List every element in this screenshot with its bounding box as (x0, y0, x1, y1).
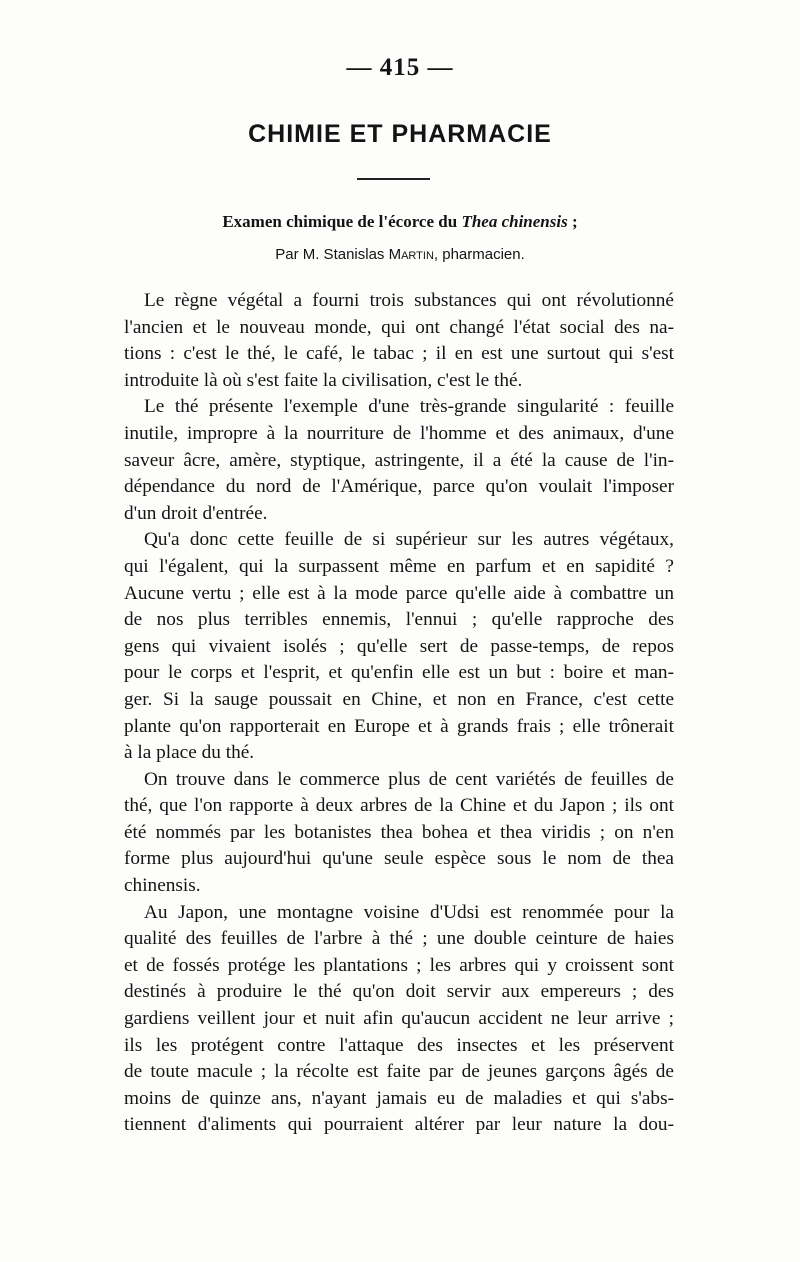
text-line: de nos plus terribles ennemis, l'ennui ; qu'elle rapproche des (124, 609, 674, 631)
text-line: Le thé présente l'exemple d'une très-grande singularité : feuille (144, 396, 674, 418)
text-line: On trouve dans le commerce plus de cent variétés de feuilles de (144, 768, 674, 790)
article-byline (0, 246, 800, 263)
text-line: forme plus aujourd'hui qu'une seule espèce sous le nom de thea (124, 848, 674, 870)
paragraph (124, 527, 674, 766)
heading-rule (357, 178, 430, 180)
text-line: plante qu'on rapporterait en Europe et à grands frais ; elle trônerait (124, 715, 674, 737)
text-line: de toute macule ; la récolte est faite par de jeunes garçons âgés de (124, 1061, 674, 1083)
text-line: ger. Si la sauge poussait en Chine, et non en France, c'est cette (124, 688, 674, 710)
text-line: d'un droit d'entrée. (124, 502, 268, 524)
text-line: dépendance du nord de l'Amérique, parce qu'on voulait l'imposer (124, 476, 674, 498)
text-line: Au Japon, une montagne voisine d'Udsi est renommée pour la (144, 901, 674, 923)
article-title-italic: Thea chinensis (461, 212, 568, 231)
text-line: été nommés par les botanistes thea bohea et thea viridis ; on n'en (124, 821, 674, 843)
text-line: destinés à produire le thé qu'on doit servir aux empereurs ; des (124, 981, 674, 1003)
text-line: gens qui vivaient isolés ; qu'elle sert de passe-temps, de repos (124, 635, 674, 657)
text-line: inutile, impropre à la nourriture de l'homme et des animaux, d'une (124, 422, 674, 444)
text-line: ils les protégent contre l'attaque des insectes et les préservent (124, 1034, 674, 1056)
text-line: tions : c'est le thé, le café, le tabac ; il en est une surtout qui s'est (124, 343, 674, 365)
article-title (0, 212, 800, 232)
text-line: introduite là où s'est faite la civilisation, c'est le thé. (124, 369, 523, 391)
text-line: qualité des feuilles de l'arbre à thé ; une double ceinture de haies (124, 928, 674, 950)
article-body (124, 288, 674, 1139)
text-line: saveur âcre, amère, styptique, astringente, il a été la cause de l'in- (124, 449, 674, 471)
article-title-suffix: ; (567, 212, 578, 231)
text-line: gardiens veillent jour et nuit afin qu'aucun accident ne leur arrive ; (124, 1008, 674, 1030)
text-line: à la place du thé. (124, 742, 255, 764)
author-name: Martin (388, 246, 434, 263)
paragraph (124, 288, 674, 394)
byline-suffix: , pharmacien. (433, 246, 525, 263)
text-line: qui l'égalent, qui la surpassent même en parfum et en sapidité ? (124, 555, 674, 577)
text-line: Qu'a donc cette feuille de si supérieur sur les autres végétaux, (144, 529, 674, 551)
text-line: thé, que l'on rapporte à deux arbres de la Chine et du Japon ; ils ont (124, 795, 674, 817)
page-number: — 415 — (346, 54, 454, 81)
text-line: l'ancien et le nouveau monde, qui ont changé l'état social des na- (124, 316, 674, 338)
text-line: Aucune vertu ; elle est à la mode parce qu'elle aide à combattre un (124, 582, 674, 604)
byline-prefix: Par M. Stanislas (275, 246, 389, 263)
section-heading: CHIMIE ET PHARMACIE (248, 120, 552, 148)
text-line: tiennent d'aliments qui pourraient altérer par leur nature la dou- (124, 1114, 674, 1136)
paragraph (124, 767, 674, 900)
paragraph (124, 900, 674, 1139)
paragraph (124, 394, 674, 527)
text-line: chinensis. (124, 875, 201, 897)
text-line: et de fossés protége les plantations ; les arbres qui y croissent sont (124, 954, 674, 976)
text-line: moins de quinze ans, n'ayant jamais eu de maladies et qui s'abs- (124, 1087, 674, 1109)
article-title-prefix: Examen chimique de l'écorce du (222, 212, 462, 231)
text-line: pour le corps et l'esprit, et qu'enfin elle est un but : boire et man- (124, 662, 674, 684)
text-line: Le règne végétal a fourni trois substances qui ont révolutionné (144, 290, 674, 311)
